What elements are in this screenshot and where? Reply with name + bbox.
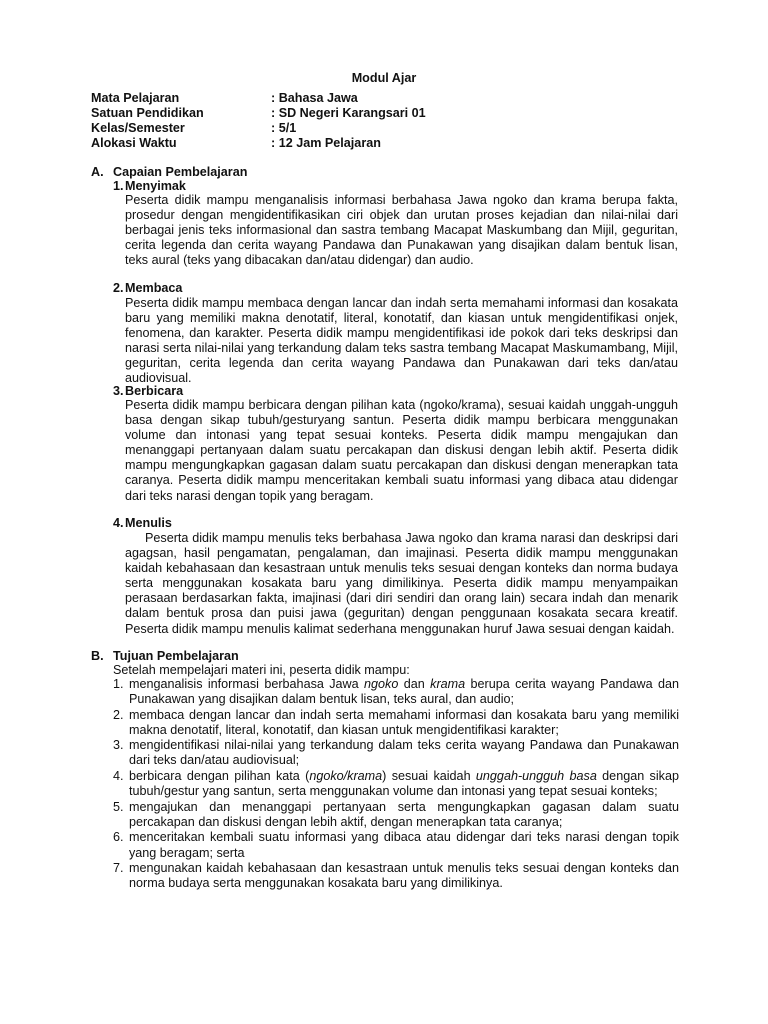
info-row-class xyxy=(91,121,426,136)
section-b-heading xyxy=(91,649,239,664)
list-number: 4. xyxy=(113,769,124,784)
paragraph-menulis: Peserta didik mampu menulis teks berbahasa Jawa ngoko dan krama narasi dan deskripsi dari agagsan, hasil pengamatan, pengalaman, dan imajinasi. Peserta didik mampu menggunakan kaidah kebahasaan dan kesastraan untuk menulis teks sesuai dengan konteks dan norma budaya serta menggunakan kosakata baru yang dimilikinya. Peserta didik mampu menyampaikan perasaan berdasarkan fakta, imajinasi (dari diri sendiri dan orang lain) secara indah dan menarik dalam bentuk prosa dan puisi jawa (geguritan) dengan penggunaan kosakata secara kreatif. Peserta didik mampu menulis kalimat sederhana menggunakan huruf Jawa sesuai dengan kaidah. xyxy=(125,531,678,636)
subsection-number: 2. xyxy=(113,281,124,295)
subsection-number: 4. xyxy=(113,516,124,530)
list-number: 2. xyxy=(113,707,124,722)
subsection-heading-membaca xyxy=(113,281,182,296)
list-item xyxy=(113,861,679,891)
list-text: menganalisis informasi berbahasa Jawa ngoko dan krama berupa cerita wayang Pandawa dan Punakawan yang disajikan dalam bentuk lisan, teks aural, dan audio; xyxy=(129,677,679,707)
subsection-heading-menyimak xyxy=(113,179,186,194)
section-title: Capaian Pembelajaran xyxy=(113,165,248,179)
info-label: Kelas/Semester xyxy=(91,121,185,135)
info-row-school xyxy=(91,106,426,121)
info-label: Mata Pelajaran xyxy=(91,91,180,105)
subsection-number: 1. xyxy=(113,179,124,193)
paragraph-menyimak: Peserta didik mampu menganalisis informasi berbahasa Jawa ngoko dan krama berupa fakta, prosedur dengan mengidentifikasikan ciri objek dan urutan proses kejadian dan nilai-nilai dari berbagai jenis teks informasional dan sastra tembang Macapat Maskumbang dan Mijil, geguritan, cerita legenda dan cerita wayang Pandawa dan Punakawan yang disajikan dalam bentuk lisan, teks aural (teks yang dibacakan dan/atau didengar) dan audio. xyxy=(125,193,678,268)
objectives-list xyxy=(113,677,679,892)
document-title: Modul Ajar xyxy=(351,71,417,85)
info-label: Satuan Pendidikan xyxy=(91,106,204,120)
section-a-heading xyxy=(91,165,247,180)
subsection-title: Berbicara xyxy=(125,384,184,398)
section-letter: B. xyxy=(91,649,104,663)
subsection-number: 3. xyxy=(113,384,124,398)
list-number: 7. xyxy=(113,861,124,876)
info-value: : 12 Jam Pelajaran xyxy=(271,136,381,150)
list-item xyxy=(113,738,679,768)
list-item xyxy=(113,708,679,738)
info-value: : SD Negeri Karangsari 01 xyxy=(271,106,426,120)
list-number: 3. xyxy=(113,738,124,753)
subsection-title: Menyimak xyxy=(125,179,186,193)
list-item xyxy=(113,830,679,860)
info-value: : 5/1 xyxy=(271,121,297,135)
subsection-title: Menulis xyxy=(125,516,172,530)
list-number: 6. xyxy=(113,830,124,845)
section-letter: A. xyxy=(91,165,104,179)
list-number: 5. xyxy=(113,799,124,814)
subsection-title: Membaca xyxy=(125,281,183,295)
module-info xyxy=(91,91,426,151)
list-item xyxy=(113,800,679,830)
paragraph-membaca: Peserta didik mampu membaca dengan lancar dan indah serta memahami informasi dan kosakata baru yang memiliki makna denotatif, literal, konotatif, dan kiasan untuk mengidentifikasi onjek, fenomena, dan karakter. Peserta didik mampu mengidentifikasi ide pokok dari teks deskripsi dan narasi serta nilai-nilai yang terkandung dalam teks sastra tembang Macapat Maskumambang, Mijil, geguritan, cerita legenda dan cerita wayang Pandawa dan Punakawan dari teks dan/atau audiovisual. xyxy=(125,296,678,386)
list-text: mengidentifikasi nilai-nilai yang terkandung dalam teks cerita wayang Pandawa dan Punakawan dari teks dan/atau audiovisual; xyxy=(129,738,679,768)
list-item xyxy=(113,769,679,799)
subsection-heading-menulis xyxy=(113,516,172,531)
info-row-subject xyxy=(91,91,426,106)
list-text: menceritakan kembali suatu informasi yang dibaca atau didengar dari teks narasi dengan topik yang beragam; serta xyxy=(129,830,679,860)
list-text: berbicara dengan pilihan kata (ngoko/krama) sesuai kaidah unggah-ungguh basa dengan sikap tubuh/gestur yang santun, serta menggunakan volume dan intonasi yang tepat sesuai konteks; xyxy=(129,769,679,799)
subsection-heading-berbicara xyxy=(113,384,183,399)
list-text: mengunakan kaidah kebahasaan dan kesastraan untuk menulis teks sesuai dengan konteks dan norma budaya serta menggunakan kosakata baru yang dimilikinya. xyxy=(129,861,679,891)
info-row-time xyxy=(91,136,426,151)
list-number: 1. xyxy=(113,677,124,691)
paragraph-berbicara: Peserta didik mampu berbicara dengan pilihan kata (ngoko/krama), sesuai kaidah unggah-ungguh basa dengan sikap tubuh/gesturyang santun. Peserta didik mampu berbicara menggunakan volume dan intonasi yang tepat sesuai konteks. Peserta didik mampu mengajukan dan menanggapi pertanyaan dalam suatu percakapan dan diskusi dengan lebih aktif. Peserta didik mampu mengungkapkan gagasan dalam suatu percakapan dan diskusi dengan menerapkan tata caranya. Peserta didik mampu menceritakan kembali suatu informasi yang dibaca atau didengar dari teks narasi dengan topik yang beragam. xyxy=(125,398,678,503)
info-value: : Bahasa Jawa xyxy=(271,91,358,105)
info-label: Alokasi Waktu xyxy=(91,136,177,150)
list-text: membaca dengan lancar dan indah serta memahami informasi dan kosakata baru yang memiliki makna denotatif, literal, konotatif, dan kiasan untuk mengidentifikasi karakter; xyxy=(129,707,679,737)
objectives-intro: Setelah mempelajari materi ini, peserta didik mampu: xyxy=(113,663,410,677)
list-text: mengajukan dan menanggapi pertanyaan serta mengungkapkan gagasan dalam suatu percakapan dan diskusi dengan lebih aktif, dengan menerapkan tata caranya; xyxy=(129,799,679,829)
section-title: Tujuan Pembelajaran xyxy=(113,649,239,663)
list-item xyxy=(113,677,679,707)
